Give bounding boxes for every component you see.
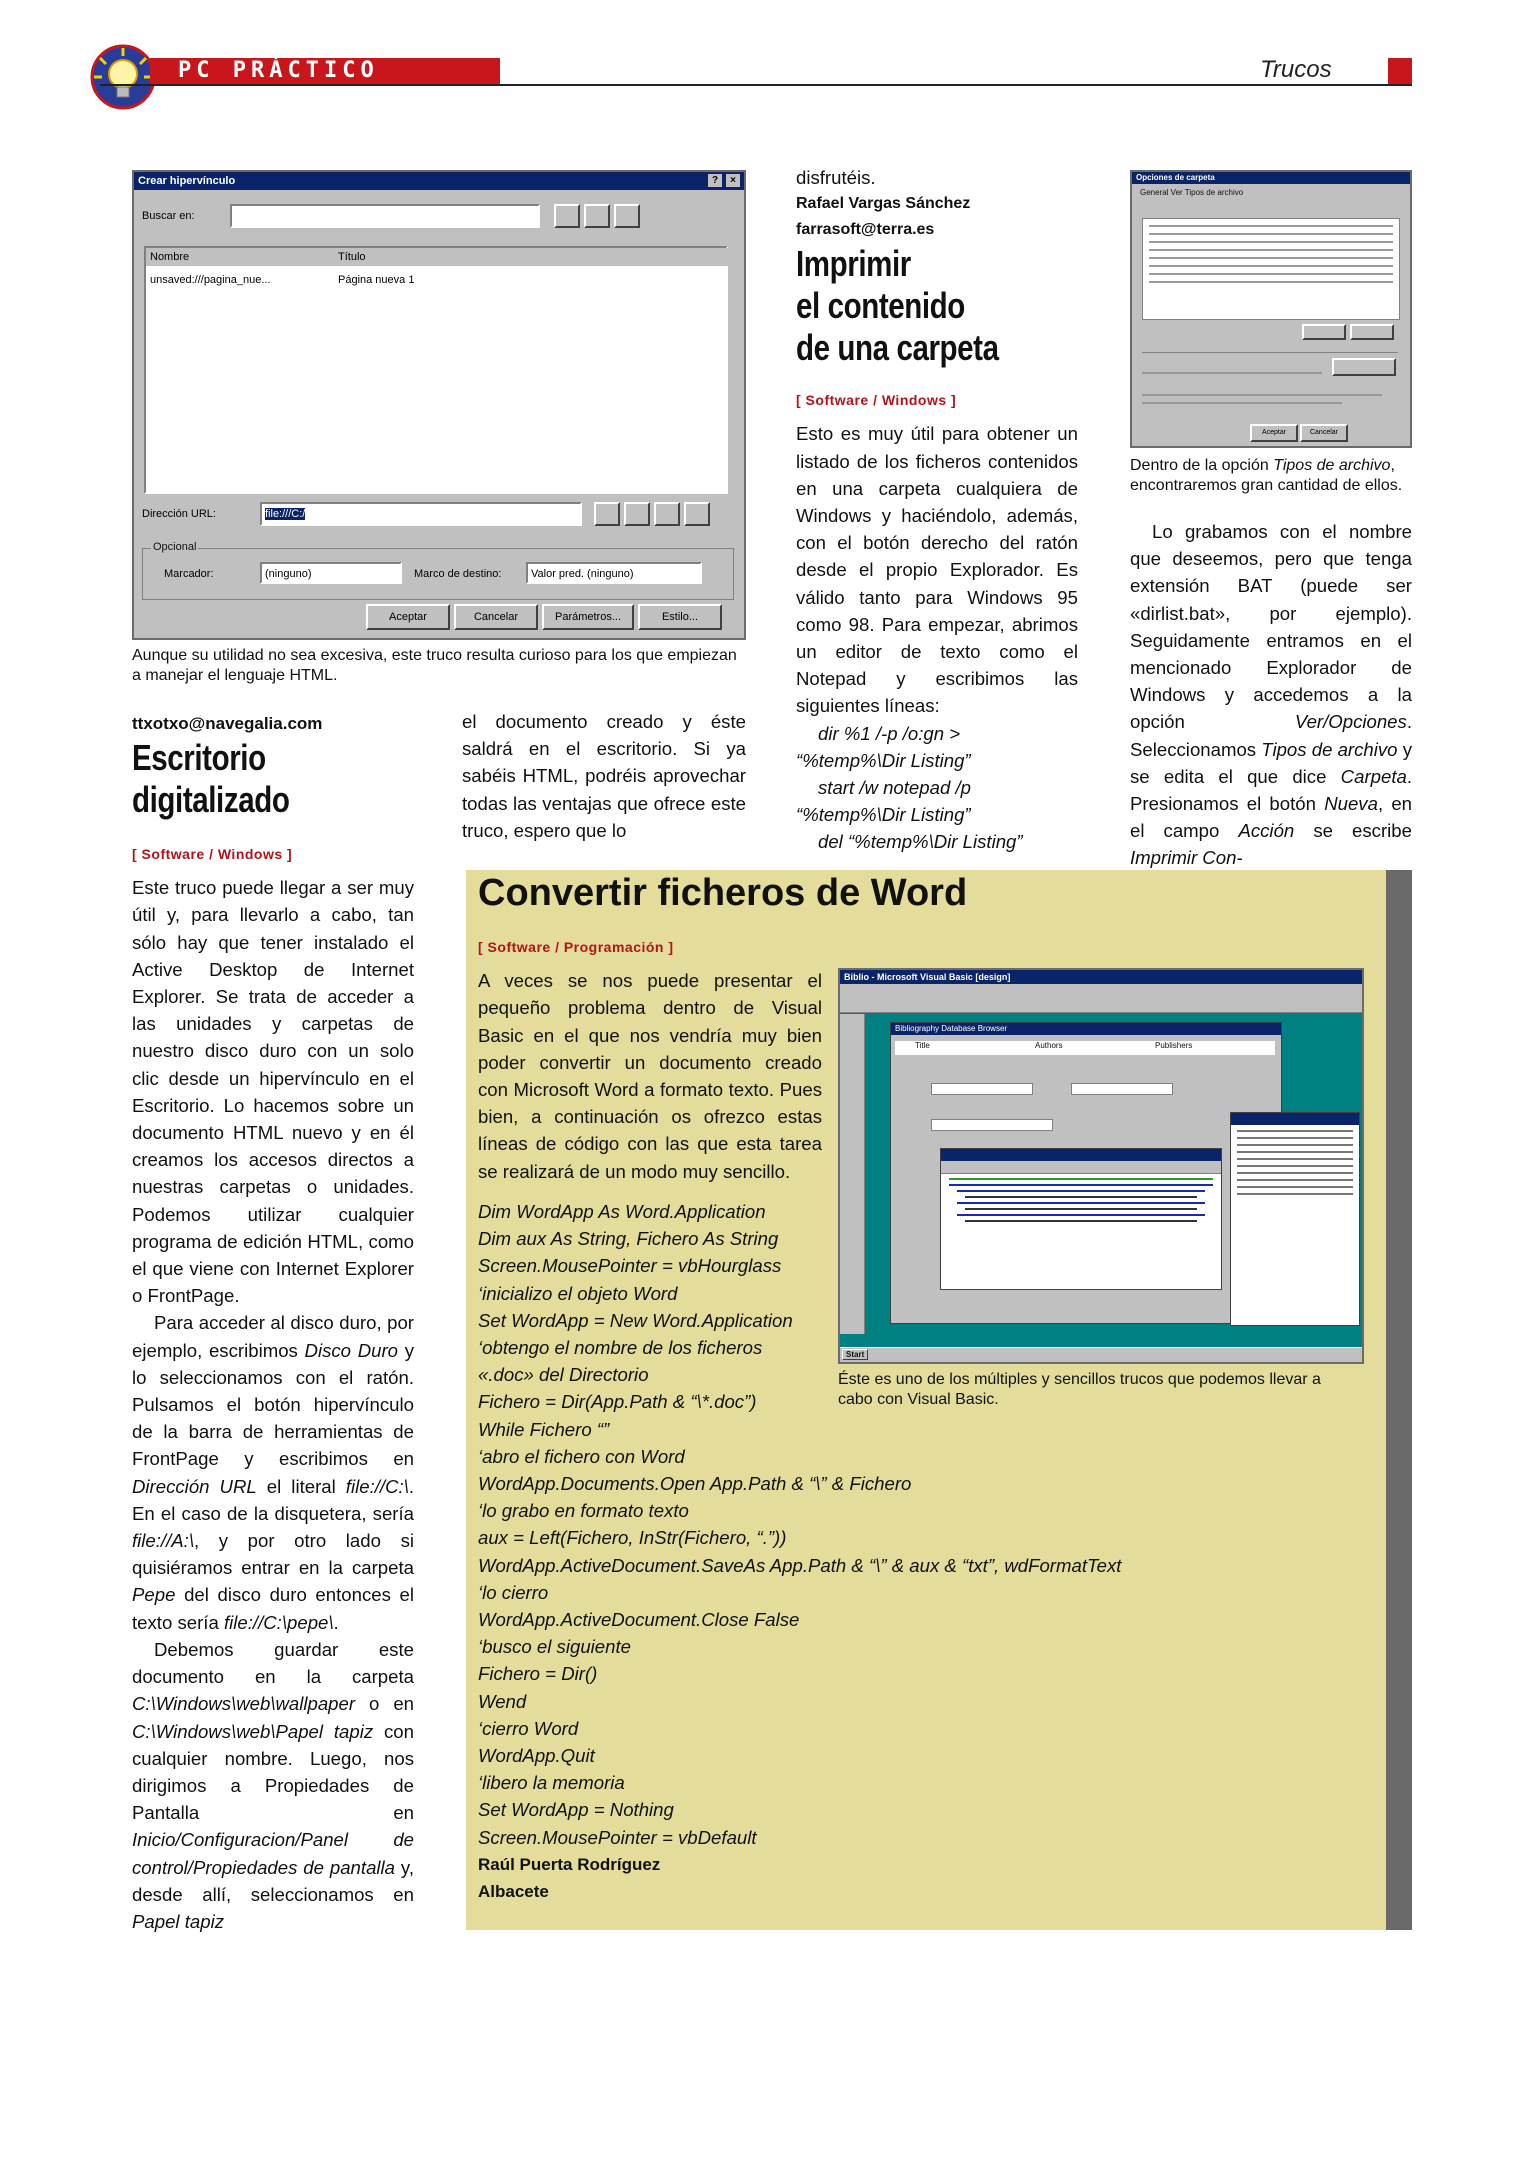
article1-column2 xyxy=(462,708,746,844)
cancel-button: Cancelar xyxy=(454,604,538,630)
globe-icon xyxy=(594,502,620,526)
vb-form-title: Bibliography Database Browser xyxy=(891,1023,1281,1035)
bookmark-label: Marcador: xyxy=(164,568,214,580)
code-line: Dim aux As String, Fichero As String xyxy=(478,1228,779,1250)
mail-icon xyxy=(654,502,680,526)
folder-options-new-button xyxy=(1302,324,1346,340)
hyperlink-dialog-screenshot xyxy=(132,170,746,640)
section-title: Trucos xyxy=(1260,56,1332,83)
code-line: ‘inicializo el objeto Word xyxy=(478,1282,678,1304)
folder-options-title: Opciones de carpeta xyxy=(1132,172,1410,184)
dialog-title: Crear hipervínculo xyxy=(138,175,236,187)
help-icon: ? xyxy=(708,174,722,187)
article2-code-line3: start /w notepad /p xyxy=(818,777,971,799)
folder-options-screenshot xyxy=(1130,170,1412,448)
screenshot1-caption: Aunque su utilidad no sea excesiva, este truco resulta curioso para los que empiezan a manejar el lenguaje HTML. xyxy=(132,647,737,684)
article2-author: Rafael Vargas Sánchez xyxy=(796,195,971,213)
vb-properties-window xyxy=(1230,1112,1360,1326)
vb-toolbox xyxy=(840,1014,865,1334)
article1-paragraph1: Este truco puede llegar a ser muy útil y, para llevarlo a cabo, tan sólo hay que tener instalado el Active Desktop de Internet Explorer. Se trata de acceder a las unidades y carpetas de nuestro disco duro con un solo clic desde un hipervínculo en el Escritorio. Lo hacemos sobre un documento HTML nuevo y en él creamos los accesos directos a nuestras carpetas o unidades. Podemos utilizar cualquier programa de edición HTML, como el que viene con Internet Explorer o FrontPage. xyxy=(132,877,414,1307)
article3-intro-column xyxy=(478,928,822,1185)
article1-headline-line2: digitalizado xyxy=(132,779,290,820)
web-icon xyxy=(584,204,610,228)
article1-email: ttxotxo@navegalia.com xyxy=(132,714,323,733)
look-in-select xyxy=(230,204,540,228)
code-line: WordApp.ActiveDocument.SaveAs App.Path & “\” & aux & “txt”, wdFormatText xyxy=(478,1554,1122,1576)
visual-basic-screenshot xyxy=(838,968,1364,1364)
code-line: ‘lo cierro xyxy=(478,1581,549,1603)
vb-menubar xyxy=(840,984,1362,996)
code-line: Set WordApp = Nothing xyxy=(478,1799,674,1821)
new-page-icon xyxy=(684,502,710,526)
article3-author: Raúl Puerta Rodríguez xyxy=(478,1854,661,1874)
article1-headline-line1: Escritorio xyxy=(132,737,266,778)
article2-code-line5: del “%temp%\Dir Listing” xyxy=(818,831,1023,853)
frame-label: Marco de destino: xyxy=(414,568,502,580)
look-in-label: Buscar en: xyxy=(142,210,195,222)
vb-code-window xyxy=(940,1148,1222,1290)
frame-select: Valor pred. (ninguno) xyxy=(526,562,702,584)
code-line: WordApp.Quit xyxy=(478,1745,595,1767)
code-line: «.doc» del Directorio xyxy=(478,1364,649,1386)
article2-headline-line1: Imprimir xyxy=(796,243,911,285)
folder-options-tabs: General Ver Tipos de archivo xyxy=(1140,188,1244,197)
code-line: Set WordApp = New Word.Application xyxy=(478,1309,793,1331)
accept-button: Aceptar xyxy=(366,604,450,630)
close-icon: × xyxy=(726,174,740,187)
lightbulb-logo-icon xyxy=(90,44,156,110)
code-line: ‘obtengo el nombre de los ficheros xyxy=(478,1337,763,1359)
article2-tag: [ Software / Windows ] xyxy=(796,392,957,409)
file-types-list xyxy=(1142,218,1400,320)
article1-tag: [ Software / Windows ] xyxy=(132,846,293,862)
folder-icon xyxy=(554,204,580,228)
magazine-title: PC PRÁCTICO xyxy=(178,58,379,83)
code-line: WordApp.Documents.Open App.Path & “\” & Fichero xyxy=(478,1473,912,1495)
folder-open-icon xyxy=(624,502,650,526)
bookmark-select: (ninguno) xyxy=(260,562,402,584)
article3-intro: A veces se nos puede presentar el pequeño problema dentro de Visual Basic en el que nos vendría muy bien poder convertir un documento creado con Microsoft Word a formato texto. Pues bien, a continuación os ofrezco estas líneas de código con las que esta tarea se realizará de un modo muy sencillo. xyxy=(478,970,822,1182)
article2-lead: disfrutéis. xyxy=(796,167,876,188)
vb-title: Biblio - Microsoft Visual Basic [design] xyxy=(840,970,1362,984)
article2-column2 xyxy=(1130,518,1412,872)
article1-column1 xyxy=(132,710,414,1935)
style-button: Estilo... xyxy=(638,604,722,630)
col-name-header: Nombre xyxy=(146,248,335,266)
code-line: Screen.MousePointer = vbDefault xyxy=(478,1826,757,1848)
vb-toolbar xyxy=(840,996,1362,1013)
parameters-button: Parámetros... xyxy=(542,604,634,630)
code-line: ‘libero la memoria xyxy=(478,1772,625,1794)
view-icon xyxy=(614,204,640,228)
code-line: ‘busco el siguiente xyxy=(478,1636,631,1658)
article3-tag: [ Software / Programación ] xyxy=(478,939,674,955)
code-line: aux = Left(Fichero, InStr(Fichero, “.”)) xyxy=(478,1527,787,1549)
vb-taskbar: Start xyxy=(840,1347,1362,1362)
article2-paragraph1: Esto es muy útil para obtener un listado de los ficheros contenidos en una carpeta cualquiera de Windows y haciéndolo, además, con el botón derecho del ratón desde el propio Explorador. Es válido tanto para Windows 95 como 98. Para empezar, abrimos un editor de texto como el Notepad y escribimos las siguientes líneas: xyxy=(796,423,1078,717)
code-line: WordApp.ActiveDocument.Close False xyxy=(478,1609,800,1631)
optional-group: Opcional xyxy=(142,548,734,600)
article2-column1 xyxy=(796,164,1078,856)
article2-paragraph2: Lo grabamos con el nombre que deseemos, pero que tenga extensión BAT (puede ser «dirlist.bat», por ejemplo). Seguidamente entramos en el mencionado Explorador de Windows y accedemos a la opción Ver/Opciones. Seleccionamos Tipos de archivo y se edita el que dice Carpeta. Presionamos el botón Nueva, en el campo Acción se escribe Imprimir Con- xyxy=(1130,521,1413,869)
article1-paragraph3: Debemos guardar este documento en la carpeta C:\Windows\web\wallpaper o en C:\Windows\web\Papel tapiz con cualquier nombre. Luego, nos dirigimos a Propiedades de Pantalla en Inicio/Configuracion/Panel de control/Propiedades de pantalla y, desde allí, seleccionamos en Papel tapiz xyxy=(132,1638,415,1932)
article3-headline: Convertir ficheros de Word xyxy=(478,872,968,914)
folder-options-edit-button xyxy=(1332,358,1396,376)
header-rule xyxy=(100,84,1412,86)
code-line: Fichero = Dir() xyxy=(478,1663,598,1685)
col-title-header: Título xyxy=(334,248,732,266)
url-label: Dirección URL: xyxy=(142,508,216,520)
file-row-title: Página nueva 1 xyxy=(338,274,415,286)
article1-paragraph4: el documento creado y éste saldrá en el escritorio. Si ya sabéis HTML, podréis aprovechar todas las ventajas que ofrece este truco, espero que lo xyxy=(462,711,746,841)
vb-grid-header: Title Authors Publishers xyxy=(895,1041,1275,1055)
article2-headline-line2: el contenido xyxy=(796,285,965,327)
code-line: ‘abro el fichero con Word xyxy=(478,1445,685,1467)
screenshot2-caption: Dentro de la opción Tipos de archivo, encontraremos gran cantidad de ellos. xyxy=(1130,457,1403,494)
article2-code-line1: dir %1 /-p /o:gn > xyxy=(818,722,961,744)
code-line: ‘lo grabo en formato texto xyxy=(478,1500,689,1522)
article2-code-line2: “%temp%\Dir Listing” xyxy=(796,749,971,771)
folder-options-cancel-button: Cancelar xyxy=(1300,424,1348,442)
folder-options-accept-button: Aceptar xyxy=(1250,424,1298,442)
article2-email: farrasoft@terra.es xyxy=(796,221,935,239)
article2-code-line4: “%temp%\Dir Listing” xyxy=(796,804,971,826)
file-list xyxy=(144,246,728,494)
code-line: While Fichero “” xyxy=(478,1418,610,1440)
article2-headline-line3: de una carpeta xyxy=(796,327,999,369)
code-line: Fichero = Dir(App.Path & “\*.doc”) xyxy=(478,1391,757,1413)
word-tip-box-bar xyxy=(1386,870,1412,1930)
code-line: Screen.MousePointer = vbHourglass xyxy=(478,1255,782,1277)
code-line: ‘cierro Word xyxy=(478,1717,579,1739)
article1-paragraph2: Para acceder al disco duro, por ejemplo, escribimos Disco Duro y lo seleccionamos con el ratón. Pulsamos el botón hipervínculo de la barra de herramientas de FrontPage y escribimos en Dirección URL el literal file://C:\. En el caso de la disquetera, sería file://A:\, y por otro lado si quisiéramos entrar en la carpeta Pepe del disco duro entonces el texto sería file://C:\pepe\. xyxy=(132,1312,415,1633)
article3-city: Albacete xyxy=(478,1881,549,1901)
file-row-name: unsaved:///pagina_nue... xyxy=(150,274,271,286)
url-input: file:///C:/ xyxy=(260,502,582,526)
section-marker xyxy=(1388,58,1412,84)
code-line: Wend xyxy=(478,1690,527,1712)
screenshot3-caption: Éste es uno de los múltiples y sencillos trucos que podemos llevar a cabo con Visual Basic. xyxy=(838,1371,1321,1408)
folder-options-remove-button xyxy=(1350,324,1394,340)
code-line: Dim WordApp As Word.Application xyxy=(478,1201,766,1222)
